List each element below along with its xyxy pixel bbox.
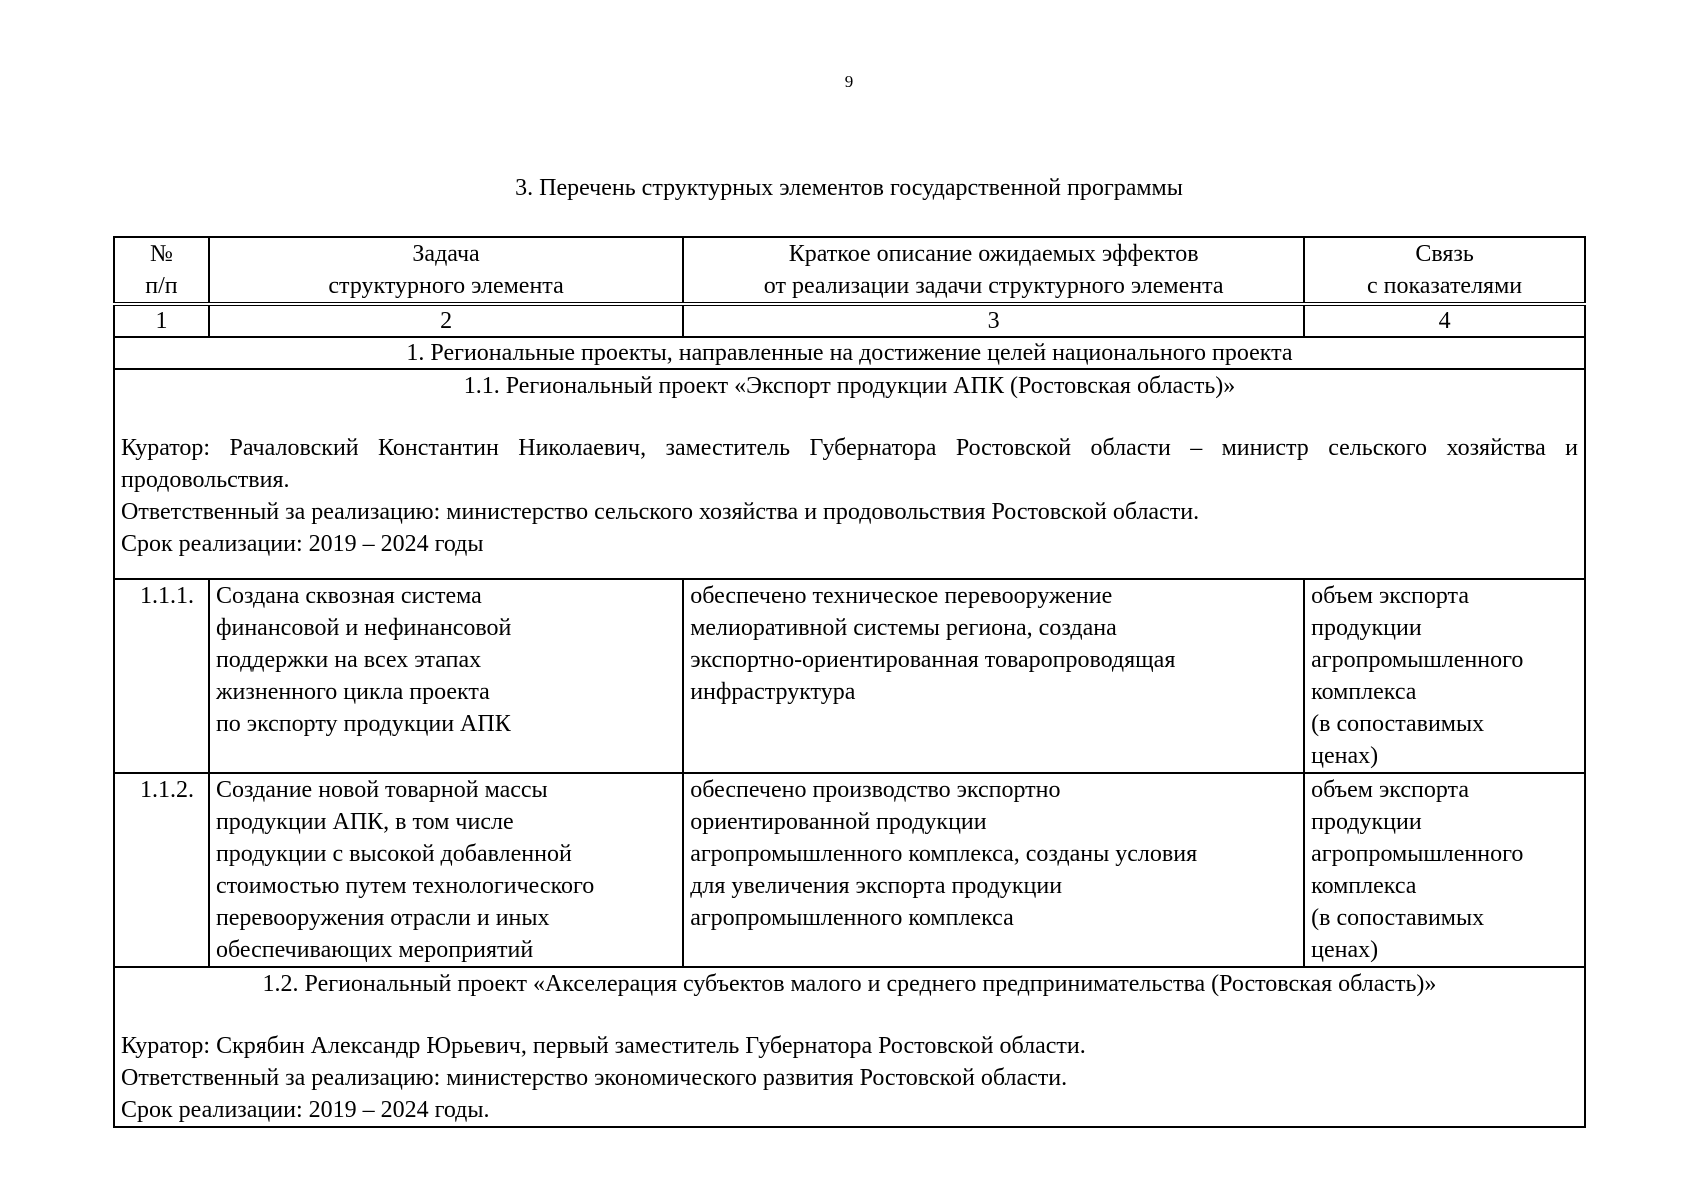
effects-cell: обеспечено производство экспортно ориентированной продукции агропромышленного комплекса, созданы условия для увеличения экспорта продукции агропромышленного комплекса: [683, 773, 1304, 967]
table-row: [114, 579, 1585, 773]
row-number: 1.1.1.: [114, 579, 209, 773]
link-cell: объем экспорта продукции агропромышленного комплекса (в сопоставимых ценах): [1304, 773, 1585, 967]
task-cell: Создана сквозная система финансовой и нефинансовой поддержки на всех этапах жизненного цикла проекта по экспорту продукции АПК: [209, 579, 683, 773]
section-heading: 1. Региональные проекты, направленные на достижение целей национального проекта: [114, 337, 1585, 369]
structural-elements-table: [113, 236, 1586, 1128]
section-row: [114, 337, 1585, 369]
column-number-3: 3: [683, 304, 1304, 337]
project-responsible: Ответственный за реализацию: министерство сельского хозяйства и продовольствия Ростовской области.: [121, 499, 1200, 525]
column-number-2: 2: [209, 304, 683, 337]
column-number-1: 1: [114, 304, 209, 337]
effects-cell: обеспечено техническое перевооружение мелиоративной системы региона, создана экспортно-ориентированная товаропроводящая инфраструктура: [683, 579, 1304, 773]
column-numbers-row: [114, 304, 1585, 337]
project-title: 1.1. Региональный проект «Экспорт продукции АПК (Ростовская область)»: [463, 373, 1236, 399]
table-header-row: [114, 237, 1585, 304]
project-1-2-block: [114, 967, 1585, 1127]
link-cell: объем экспорта продукции агропромышленного комплекса (в сопоставимых ценах): [1304, 579, 1585, 773]
task-cell: Создание новой товарной массы продукции АПК, в том числе продукции с высокой добавленной стоимостью путем технологического перевооружения отрасли и иных обеспечивающих мероприятий: [209, 773, 683, 967]
project-period: Срок реализации: 2019 – 2024 годы: [121, 531, 484, 557]
project-responsible: Ответственный за реализацию: министерство экономического развития Ростовской области.: [121, 1065, 1068, 1091]
page-number: 9: [844, 72, 854, 91]
project-row: [114, 369, 1585, 579]
column-number-4: 4: [1304, 304, 1585, 337]
header-link: Связь с показателями: [1304, 237, 1585, 304]
project-curator: Куратор: Рачаловский Константин Николаевич, заместитель Губернатора Ростовской области – министр сельского хозяйства и продовольствия.: [121, 435, 1578, 493]
table-row: [114, 773, 1585, 967]
header-num: № п/п: [114, 237, 209, 304]
row-number: 1.1.2.: [114, 773, 209, 967]
header-task: Задача структурного элемента: [209, 237, 683, 304]
project-period: Срок реализации: 2019 – 2024 годы.: [121, 1097, 490, 1123]
header-effects: Краткое описание ожидаемых эффектов от реализации задачи структурного элемента: [683, 237, 1304, 304]
project-title: 1.2. Региональный проект «Акселерация субъектов малого и среднего предпринимательства (Ростовская область)»: [262, 971, 1437, 997]
project-row: [114, 967, 1585, 1127]
project-curator: Куратор: Скрябин Александр Юрьевич, первый заместитель Губернатора Ростовской области.: [121, 1033, 1086, 1059]
page-title: 3. Перечень структурных элементов государственной программы: [515, 175, 1183, 201]
project-1-1-block: [114, 369, 1585, 579]
